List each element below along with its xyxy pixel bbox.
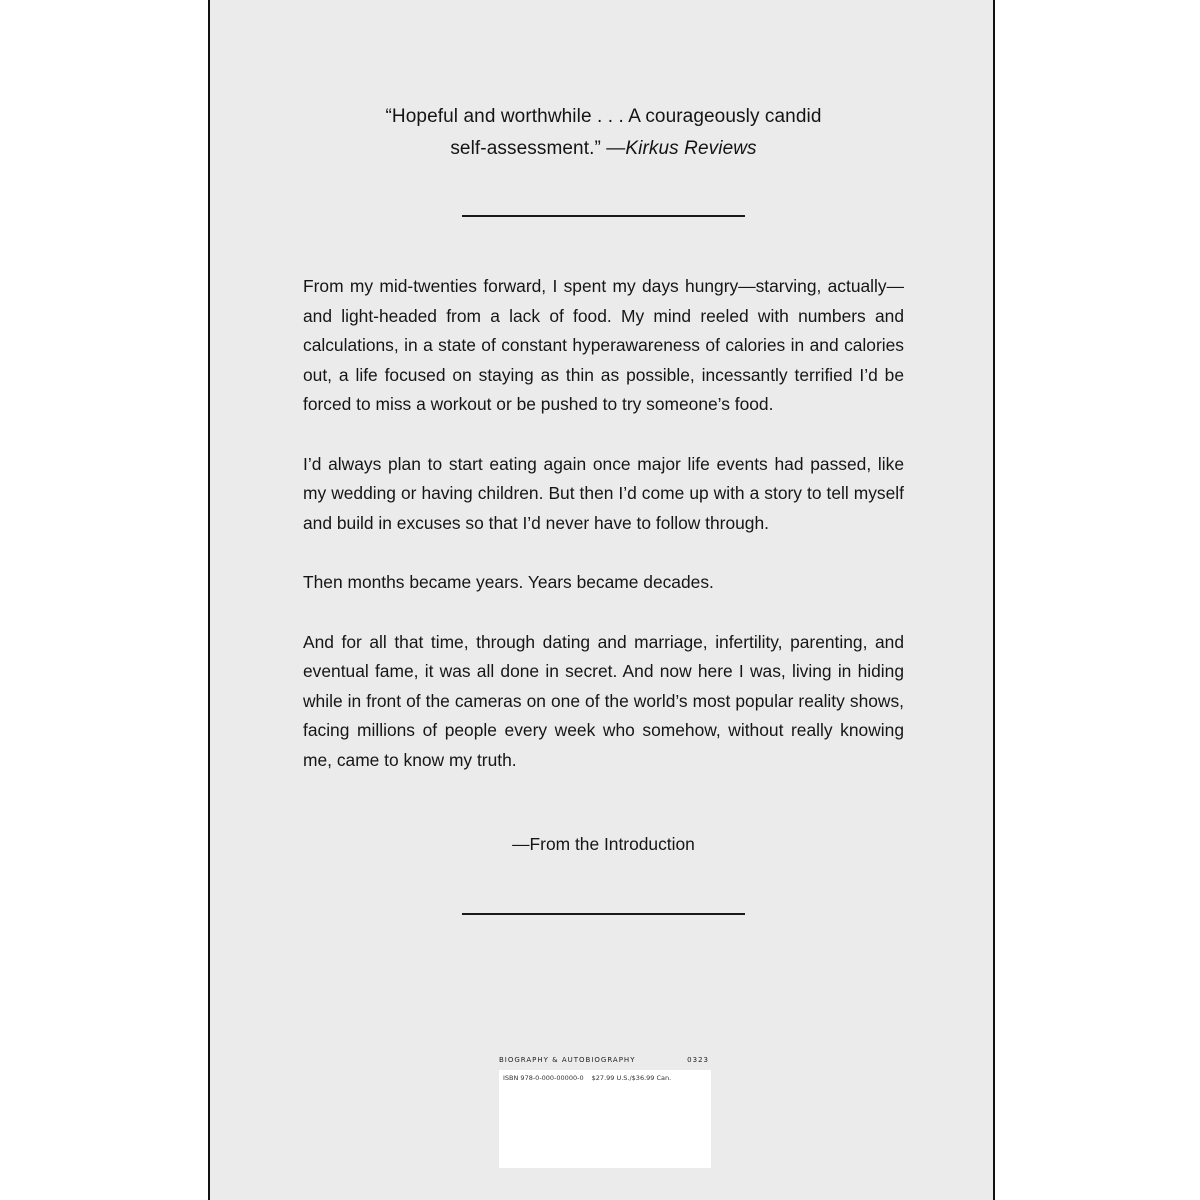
book-category: BIOGRAPHY & AUTOBIOGRAPHY [499,1056,636,1064]
price-line [503,1074,707,1082]
review-quote-line-2 [210,133,997,165]
category-code: 0323 [687,1056,709,1064]
excerpt-body [303,272,904,775]
review-quote-line-1: “Hopeful and worthwhile . . . A courageously candid [385,106,822,127]
barcode-header [499,1056,711,1068]
barcode-panel [499,1070,711,1168]
excerpt-paragraph: I’d always plan to start eating again once major life events had passed, like my wedding or having children. But then I’d come up with a story to tell myself and build in excuses so that I’d never have to follow through. [303,453,904,533]
barcode-area [499,1056,711,1168]
review-source: Kirkus Reviews [625,138,757,159]
excerpt-paragraph: Then months became years. Years became decades. [303,572,714,592]
excerpt-paragraph: From my mid-twenties forward, I spent my days hungry—starving, actually—and light-headed from a lack of food. My mind reeled with numbers and calculations, in a state of constant hyperawareness of calories in and calories out, a life focused on staying as thin as possible, incessantly terrified I’d be forced to miss a workout or be pushed to try someone’s food. [303,276,904,414]
isbn: ISBN 978-0-000-00000-0 [503,1074,584,1082]
review-quote-text: self-assessment.” — [450,138,626,159]
price: $27.99 U.S./$36.99 Can. [591,1074,672,1082]
review-quote [210,101,997,165]
book-back-cover [208,0,995,1200]
excerpt-paragraph: And for all that time, through dating and marriage, infertility, parenting, and eventual fame, it was all done in secret. And now here I was, living in hiding while in front of the cameras on one of the world’s most popular reality shows, facing millions of people every week who somehow, without really knowing me, came to know my truth. [303,631,904,770]
divider-top [462,215,745,217]
excerpt-signoff: —From the Introduction [512,834,695,854]
divider-bottom [462,913,745,915]
